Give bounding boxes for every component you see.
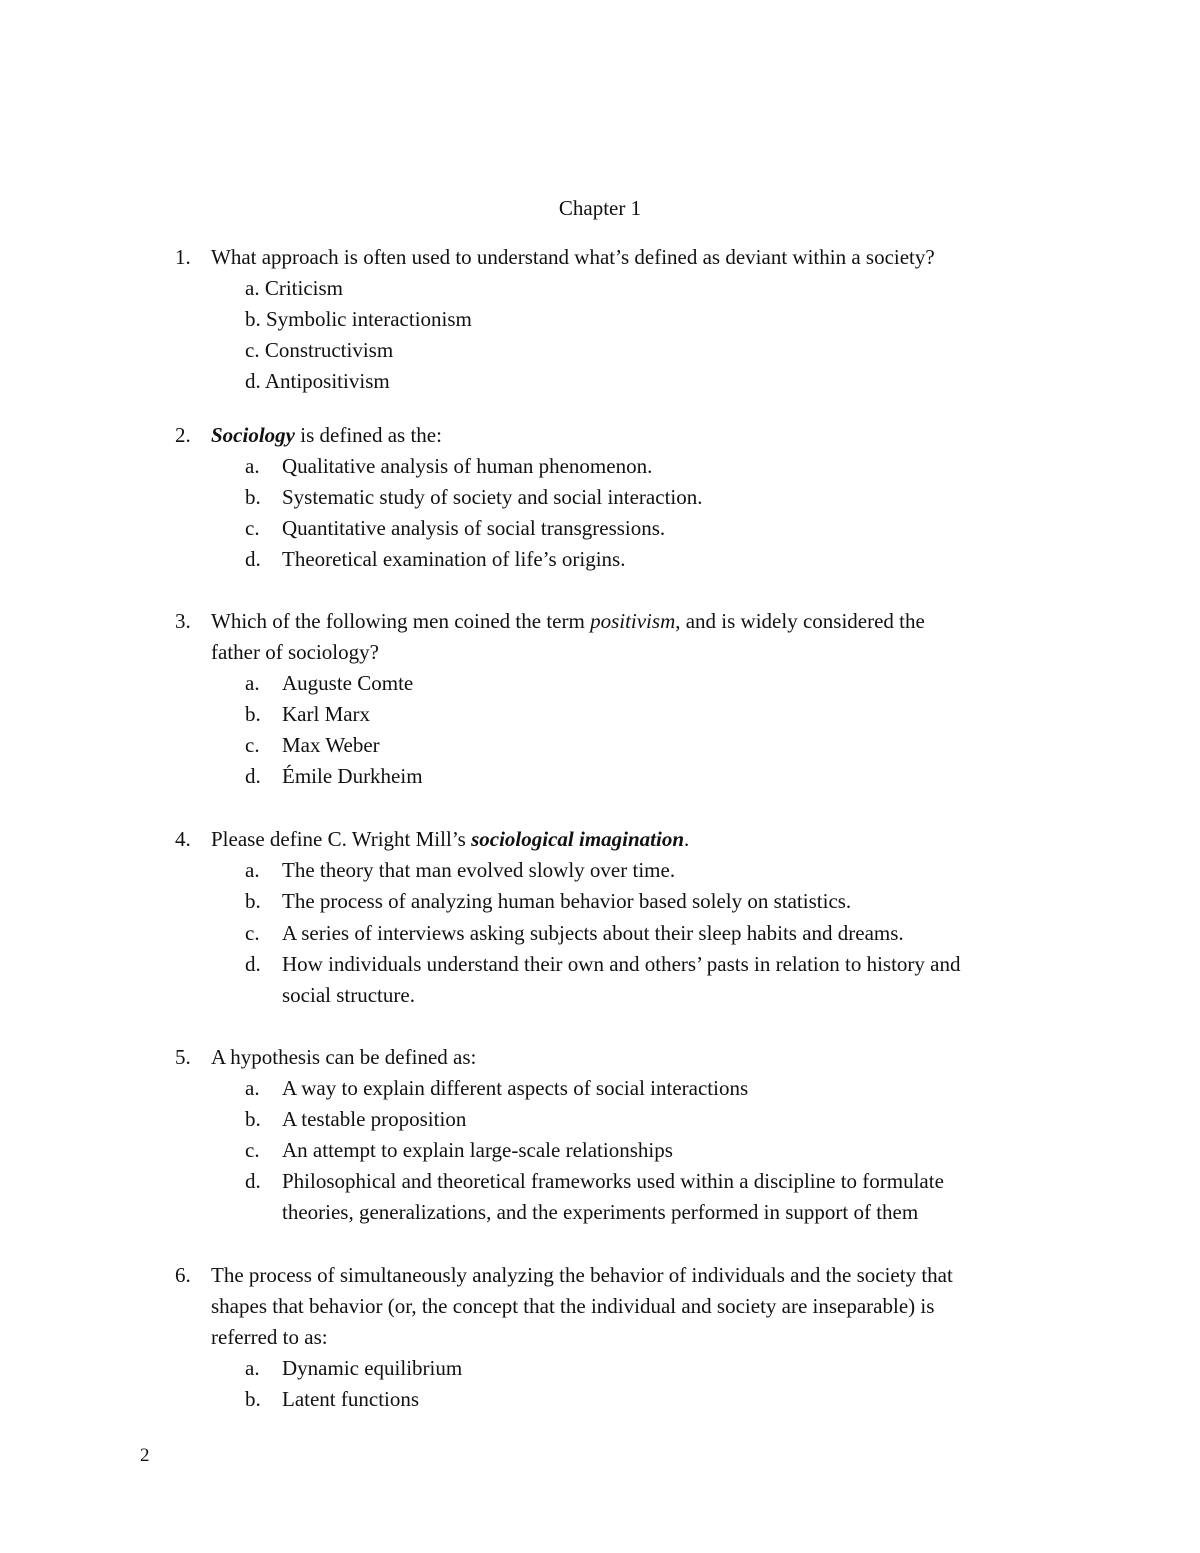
option-letter: b. [245, 1387, 261, 1411]
defined-term: positivism [590, 609, 676, 633]
option-text: A way to explain different aspects of social interactions [282, 1076, 749, 1100]
option-letter: d. [245, 764, 261, 788]
question-text: The process of simultaneously analyzing the behavior of individuals and the society that [211, 1263, 953, 1287]
option-letter: c. [245, 1138, 260, 1162]
option-text: The process of analyzing human behavior based solely on statistics. [282, 889, 852, 913]
option-text: A series of interviews asking subjects about their sleep habits and dreams. [282, 921, 904, 945]
option-letter: a. [245, 671, 260, 695]
option-letter: a. [245, 1076, 260, 1100]
question-text: What approach is often used to understand what’s defined as deviant within a society? [211, 245, 935, 269]
option-text-continued: social structure. [282, 983, 415, 1007]
option-text: Dynamic equilibrium [282, 1356, 463, 1380]
option-text: Qualitative analysis of human phenomenon. [282, 454, 653, 478]
option-text: Systematic study of society and social interaction. [282, 485, 703, 509]
option-text: Antipositivism [264, 369, 390, 393]
option-text: Émile Durkheim [282, 764, 423, 788]
option-text: An attempt to explain large-scale relationships [282, 1138, 673, 1162]
defined-term: sociological imagination [471, 827, 685, 851]
option-text: Constructivism [264, 338, 394, 362]
option-letter: b. [245, 1107, 261, 1131]
option-letter: c. [245, 733, 260, 757]
option-letter: a. Criticism [245, 276, 343, 300]
option-text: Karl Marx [282, 702, 371, 726]
defined-term: Sociology [211, 423, 295, 447]
option-letter: a. [245, 1356, 260, 1380]
option-letter: c. Constructivism [245, 338, 394, 362]
question-text: Sociology is defined as the: [211, 423, 442, 447]
option-letter: b. [245, 485, 261, 509]
option-text-continued: theories, generalizations, and the experiments performed in support of them [282, 1200, 919, 1224]
page-number: 2 [140, 1445, 150, 1466]
question-number: 5. [175, 1045, 191, 1069]
option-text: Latent functions [282, 1387, 420, 1411]
question-text: Please define C. Wright Mill’s sociological imagination. [211, 827, 690, 851]
question-text: A hypothesis can be defined as: [211, 1045, 477, 1069]
question-number: 3. [175, 609, 191, 633]
option-letter: d. [245, 1169, 261, 1193]
option-letter: b. [245, 889, 261, 913]
chapter-title: Chapter 1 [558, 196, 642, 220]
option-letter: a. [245, 858, 260, 882]
option-text: A testable proposition [282, 1107, 467, 1131]
option-text: Max Weber [282, 733, 380, 757]
option-letter: b. [245, 702, 261, 726]
option-letter: d. Antipositivism [245, 369, 390, 393]
question-number: 6. [175, 1263, 191, 1287]
option-text: Criticism [264, 276, 343, 300]
question-text-continued: referred to as: [211, 1325, 328, 1349]
option-letter: c. [245, 921, 260, 945]
option-text: Auguste Comte [282, 671, 414, 695]
option-text: Quantitative analysis of social transgressions. [282, 516, 666, 540]
question-text-continued: father of sociology? [211, 640, 379, 664]
option-letter: b. Symbolic interactionism [245, 307, 472, 331]
option-text: The theory that man evolved slowly over time. [282, 858, 676, 882]
option-text: Philosophical and theoretical frameworks used within a discipline to formulate [282, 1169, 944, 1193]
option-text: Symbolic interactionism [266, 307, 472, 331]
option-text: How individuals understand their own and others’ pasts in relation to history and [282, 952, 961, 976]
option-text: Theoretical examination of life’s origins. [282, 547, 626, 571]
question-number: 1. [175, 245, 191, 269]
option-letter: d. [245, 547, 261, 571]
question-number: 2. [175, 423, 191, 447]
question-number: 4. [175, 827, 191, 851]
question-text: Which of the following men coined the term positivism, and is widely considered the [211, 609, 925, 633]
option-letter: d. [245, 952, 261, 976]
option-letter: c. [245, 516, 260, 540]
question-text-continued: shapes that behavior (or, the concept that the individual and society are inseparable) is [211, 1294, 935, 1318]
option-letter: a. [245, 454, 260, 478]
